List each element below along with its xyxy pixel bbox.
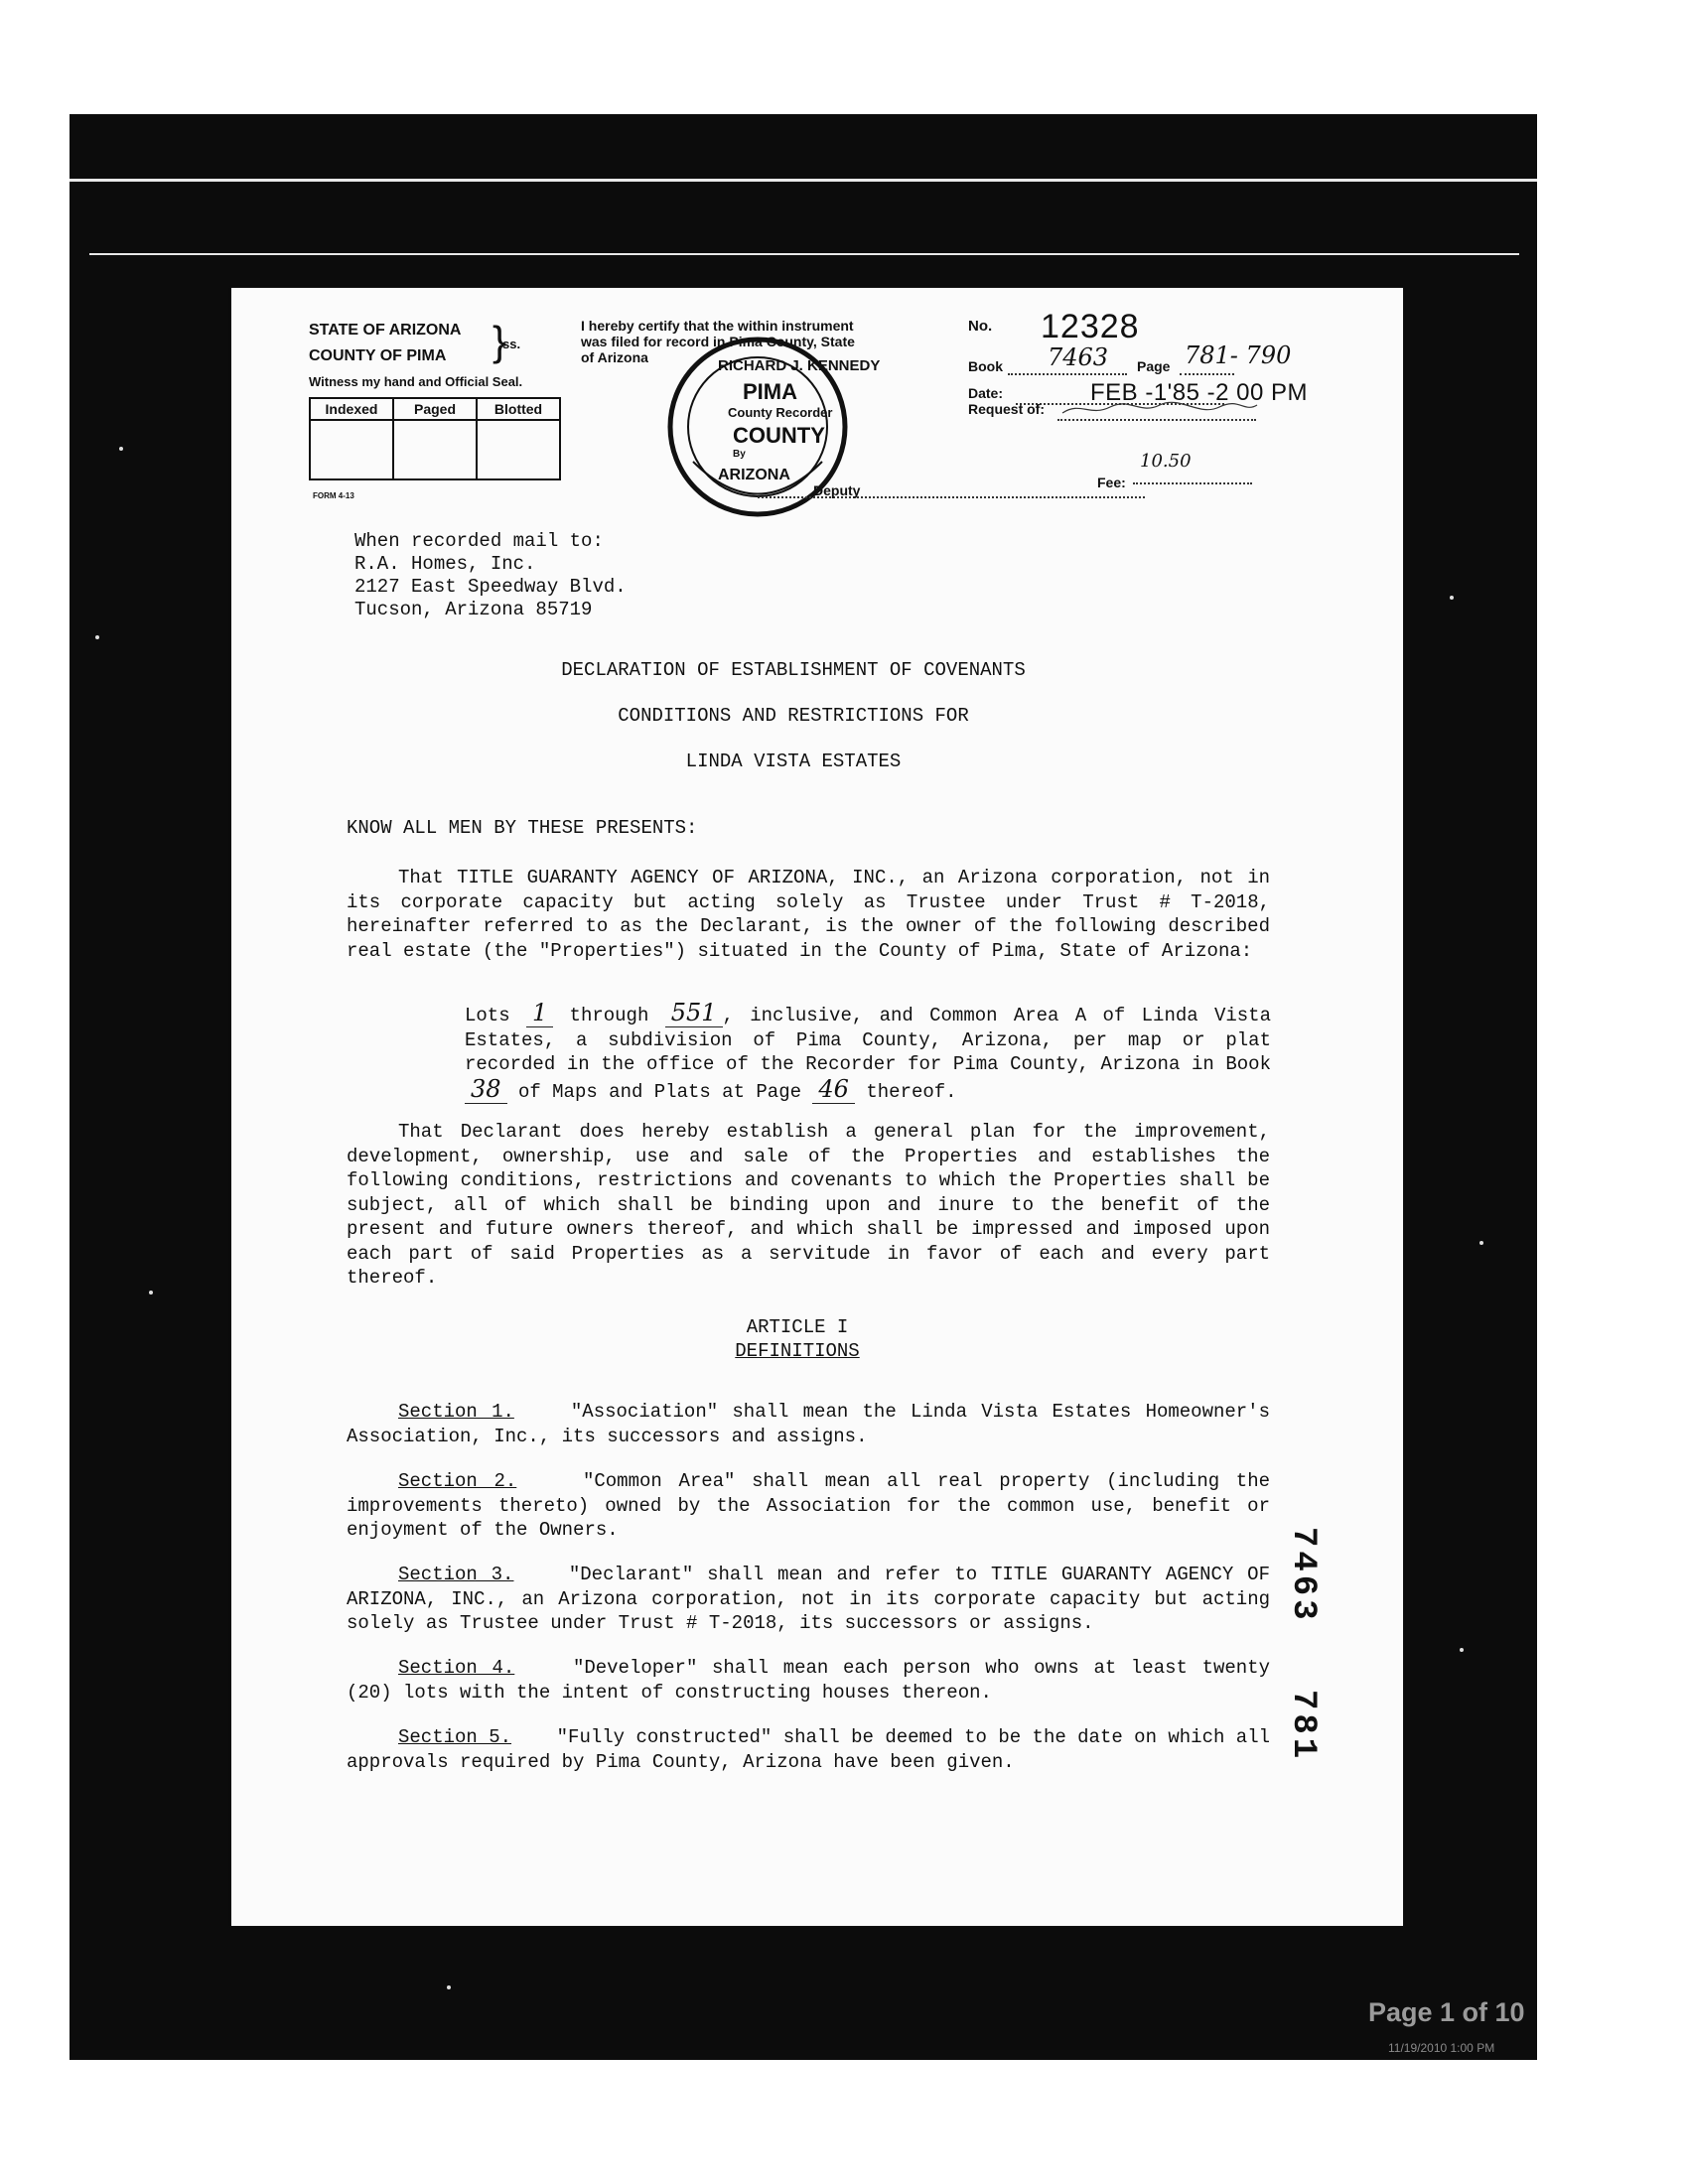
scan-speck <box>1460 1648 1464 1652</box>
request-signature-scrawl <box>1060 399 1259 419</box>
seal-state: ARIZONA <box>718 467 790 483</box>
section-4-text: "Developer" shall mean each person who owns at least twenty (20) lots with the intent of constructing houses thereon. <box>347 1657 1270 1704</box>
lots-from: 1 <box>526 999 553 1027</box>
margin-page-number: 781 <box>1284 1690 1322 1763</box>
section-1-text: "Association" shall mean the Linda Vista Estates Homeowner's Association, Inc., its successors and assigns. <box>347 1401 1270 1447</box>
mail-to-name: R.A. Homes, Inc. <box>354 553 536 575</box>
title-line-3: LINDA VISTA ESTATES <box>685 751 902 772</box>
lots-through: through <box>569 1005 649 1026</box>
section-3-text: "Declarant" shall mean and refer to TITLE GUARANTY AGENCY OF ARIZONA, INC., an Arizona corporation, not in its corporate capacity but acting solely as Trustee under Trust # T-2018, its successors or assigns. <box>347 1564 1270 1634</box>
section-2-text: "Common Area" shall mean all real property (including the improvements thereto) owned by the Association for the common use, benefit or enjoyment of the Owners. <box>347 1470 1270 1541</box>
section-4-label: Section 4. <box>398 1657 515 1679</box>
section-4 <box>347 1656 1270 1705</box>
scan-line <box>89 253 1519 255</box>
section-5-label: Section 5. <box>398 1726 512 1748</box>
by-label: By <box>733 449 746 460</box>
state-label: STATE OF ARIZONA <box>309 322 462 339</box>
scan-speck <box>149 1291 153 1295</box>
mail-to-block <box>354 530 627 621</box>
scan-line <box>70 179 1537 182</box>
section-3-label: Section 3. <box>398 1564 514 1585</box>
mail-to-city: Tucson, Arizona 85719 <box>354 599 593 620</box>
ss-label: ss. <box>502 337 521 351</box>
index-table <box>309 397 561 480</box>
section-1 <box>347 1400 1270 1448</box>
scan-speck <box>119 447 123 451</box>
section-2-label: Section 2. <box>398 1470 517 1492</box>
brace: } <box>492 318 507 364</box>
page-range: 781- 790 <box>1185 341 1292 369</box>
lots-description: , inclusive, and Common Area A of Linda Vista Estates, a subdivision of Pima County, Arizona, per map or plat recorded in the office of the Recorder for Pima County, Arizona in Book <box>465 1005 1271 1075</box>
section-5-text: "Fully constructed" shall be deemed to be the date on which all approvals required by Pima County, Arizona have been given. <box>347 1726 1270 1773</box>
mail-to-street: 2127 East Speedway Blvd. <box>354 576 627 598</box>
lots-maps-text: of Maps and Plats at Page <box>517 1080 801 1103</box>
section-1-label: Section 1. <box>398 1401 514 1423</box>
blotted-cell <box>477 420 560 479</box>
section-3 <box>347 1563 1270 1636</box>
paged-header: Paged <box>393 398 477 420</box>
date-stamp: FEB -1'85 -2 00 PM <box>1090 379 1308 406</box>
scan-speck <box>95 635 99 639</box>
lots-label: Lots <box>465 1005 510 1026</box>
lots-paragraph <box>465 1001 1271 1104</box>
mail-to-label: When recorded mail to: <box>354 530 604 552</box>
blotted-header: Blotted <box>477 398 560 420</box>
paged-cell <box>393 420 477 479</box>
plan-paragraph: That Declarant does hereby establish a general plan for the improvement, development, ownership, use and sale of the Properties and establishes the following conditions, restrictions and covenants to which the Properties shall be subject, all of which shall be binding upon and inure to the benefit of the present and future owners thereof, and which shall be impressed and imposed upon each part of said Properties as a servitude in favor of each and every part thereof. <box>347 1121 1270 1289</box>
lots-to: 551 <box>665 999 723 1027</box>
certification-text: I hereby certify that the within instrument was filed for record in Pima County, State of Arizona <box>581 318 855 365</box>
seal-county-name: PIMA <box>743 379 797 404</box>
record-number: 12328 <box>1041 308 1140 345</box>
title-line-2: CONDITIONS AND RESTRICTIONS FOR <box>618 705 969 727</box>
scan-timestamp: 11/19/2010 1:00 PM <box>1388 2041 1495 2055</box>
request-label: Request of: <box>968 401 1045 417</box>
indexed-header: Indexed <box>310 398 393 420</box>
date-label: Date: <box>968 385 1004 401</box>
book-number: 7463 <box>1048 343 1109 371</box>
county-label: COUNTY OF PIMA <box>309 347 447 364</box>
scan-speck <box>1450 596 1454 600</box>
scan-speck <box>1479 1241 1483 1245</box>
margin-book-number: 7463 <box>1284 1527 1322 1624</box>
article-heading: ARTICLE I <box>746 1316 849 1338</box>
seal-county-word: COUNTY <box>733 423 825 448</box>
intro-paragraph: That TITLE GUARANTY AGENCY OF ARIZONA, INC., an Arizona corporation, not in its corporate capacity but acting solely as Trustee under Trust # T-2018, hereinafter referred to as the Declarant, is the owner of the following described real estate (the "Properties") situated in the County of Pima, State of Arizona: <box>347 867 1270 962</box>
document-page <box>231 288 1403 1926</box>
seal-title: County Recorder <box>728 405 833 420</box>
fee-value: 10.50 <box>1140 451 1192 472</box>
article-subheading: DEFINITIONS <box>735 1340 860 1362</box>
no-label: No. <box>968 318 993 335</box>
title-line-1: DECLARATION OF ESTABLISHMENT OF COVENANTS <box>561 659 1026 681</box>
deputy-label: Deputy <box>813 482 861 498</box>
witness-label: Witness my hand and Official Seal. <box>309 374 523 389</box>
state-county-block <box>309 318 521 369</box>
scan-speck <box>447 1985 451 1989</box>
section-2 <box>347 1469 1270 1543</box>
section-5 <box>347 1725 1270 1774</box>
plat-page-number: 46 <box>812 1075 855 1104</box>
lots-thereof: thereof. <box>866 1080 957 1103</box>
book-label: Book <box>968 358 1003 374</box>
plat-book-number: 38 <box>465 1075 507 1104</box>
page-label: Page <box>1137 358 1171 374</box>
page-indicator: Page 1 of 10 <box>1368 1997 1525 2027</box>
indexed-cell <box>310 420 393 479</box>
know-all-men: KNOW ALL MEN BY THESE PRESENTS: <box>347 817 698 839</box>
form-number: FORM 4-13 <box>313 491 354 500</box>
fee-label: Fee: <box>1097 475 1126 490</box>
seal-recorder-name: RICHARD J. KENNEDY <box>718 357 881 374</box>
